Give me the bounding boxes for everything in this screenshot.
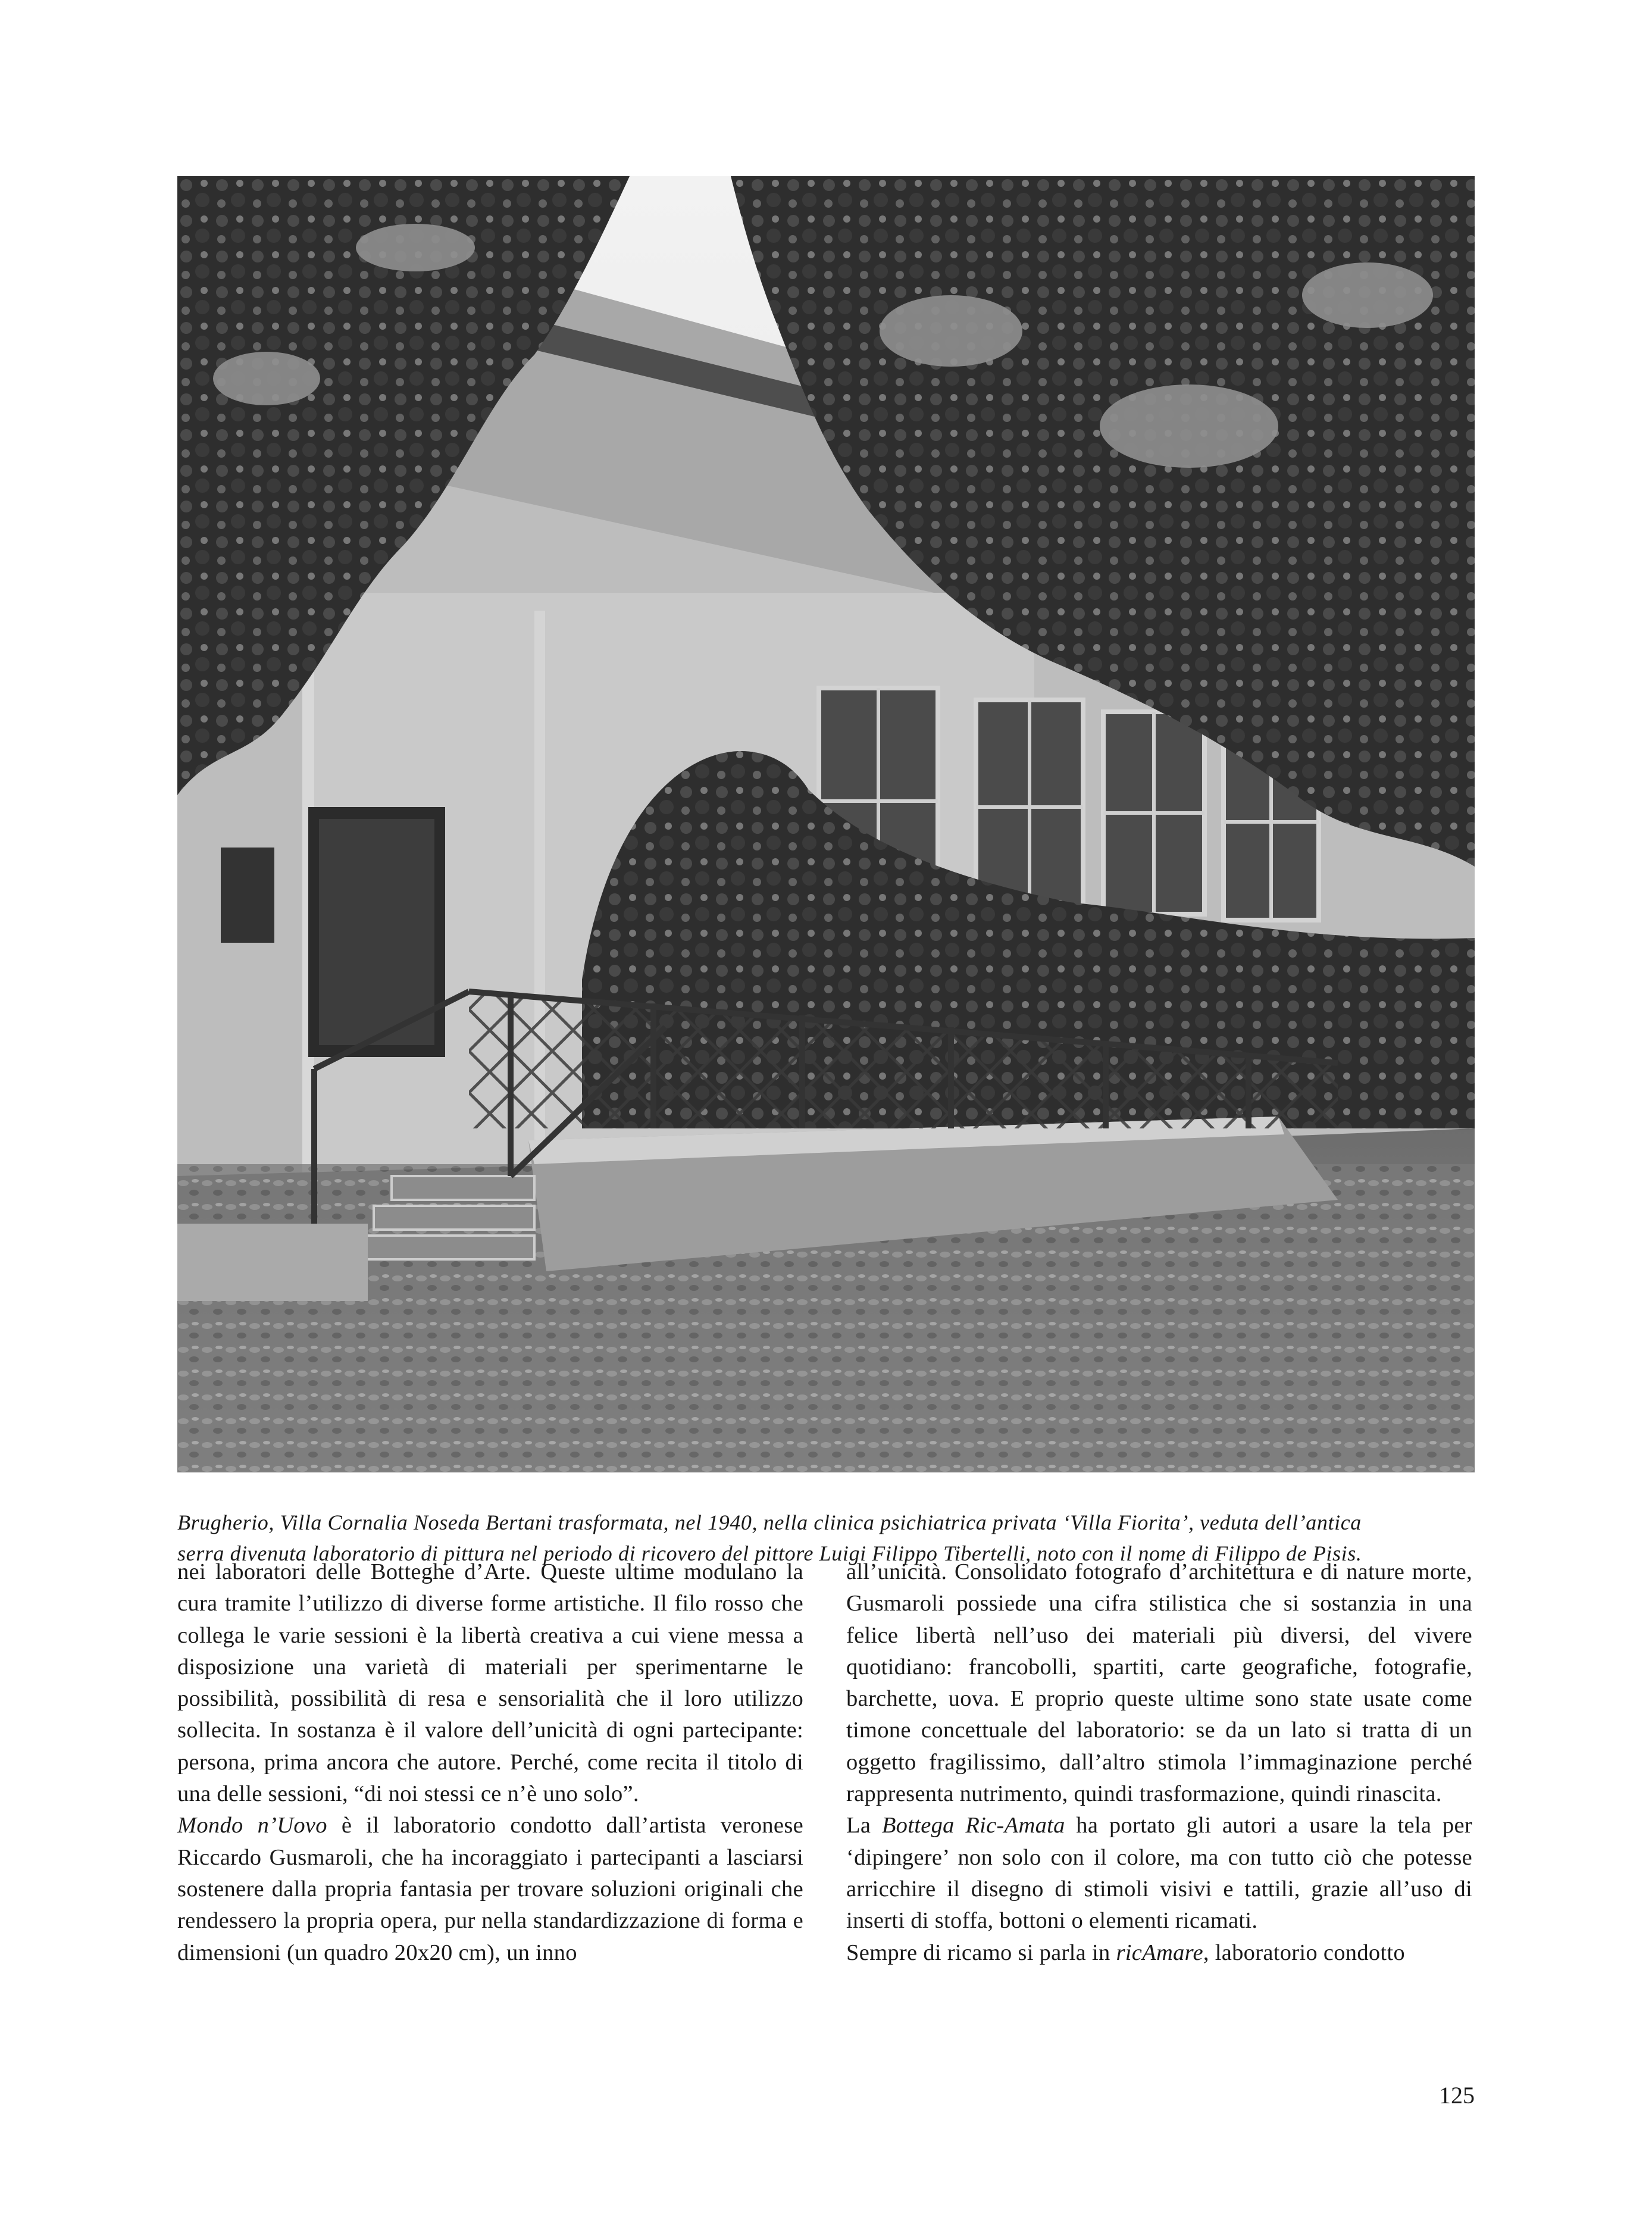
- right-paragraph-3-prefix: Sempre di ricamo si parla in: [846, 1940, 1116, 1965]
- left-paragraph-2: [177, 1810, 803, 1968]
- caption-line-2: serra divenuta laboratorio di pittura nel periodo di ricovero del pittore Luigi Filippo Tibertelli, noto con il nome di Filippo de Pisis.: [177, 1541, 1362, 1565]
- right-paragraph-1: all’unicità. Consolidato fotografo d’architettura e di nature morte, Gusmaroli possiede una cifra stilistica che si sostanzia in una felice libertà nell’uso dei materiali più diversi, del vivere quotidiano: francobolli, spartiti, carte geografiche, fotografie, barchette, uova. E proprio queste ultime sono state usate come timone concettuale del laboratorio: se da un lato si tratta di un oggetto fragilissimo, dall’altro stimola l’immaginazione perché rappresenta nutrimento, quindi trasformazione, quindi rinascita.: [846, 1559, 1472, 1807]
- right-text-column: [846, 1556, 1472, 1969]
- photo-illustration: [177, 176, 1475, 1472]
- right-paragraph-3-text: , laboratorio condotto: [1203, 1940, 1405, 1965]
- left-paragraph-1: nei laboratori delle Botteghe d’Arte. Queste ultime modulano la cura tramite l’utilizzo di diverse forme artistiche. Il filo rosso che collega le varie sessioni è la libertà creativa a cui viene messa a disposizione una varietà di materiali per sperimentarne le possibilità, possibilità di resa e sensorialità che il loro utilizzo sollecita. In sostanza è il valore dell’unicità di ogni partecipante: persona, prima ancora che autore. Perché, come recita il titolo di una delle sessioni, “di noi stessi ce n’è uno solo”.: [177, 1559, 803, 1807]
- right-paragraph-2-prefix: La: [846, 1813, 882, 1838]
- page-number: 125: [1439, 2082, 1475, 2109]
- left-paragraph-2-text: è il laboratorio condotto dall’artista veronese Riccardo Gusmaroli, che ha incoraggiato i partecipanti a lasciarsi sostenere dalla propria fantasia per trovare soluzioni originali che rendessero la propria opera, pur nella standardizzazione di forma e dimensioni (un quadro 20x20 cm), un inno: [177, 1813, 803, 1965]
- right-paragraph-2: [846, 1810, 1472, 1937]
- workshop-title-ricamare: ricAmare: [1116, 1940, 1203, 1965]
- building-photo: [177, 176, 1475, 1472]
- workshop-title-mondo-nuovo: Mondo n’Uovo: [177, 1813, 327, 1838]
- caption-line-1: Brugherio, Villa Cornalia Noseda Bertani trasformata, nel 1940, nella clinica psichiatrica privata ‘Villa Fiorita’, veduta dell’antica: [177, 1511, 1362, 1534]
- right-paragraph-3: [846, 1937, 1472, 1969]
- right-paragraph-2-text: ha portato gli autori a usare la tela per ‘dipingere’ non solo con il colore, ma con tutto ciò che potesse arricchire il disegno di stimoli visivi e tattili, grazie all’uso di inserti di stoffa, bottoni o elementi ricamati.: [846, 1813, 1472, 1934]
- left-text-column: [177, 1556, 803, 1969]
- workshop-title-bottega: Bottega Ric-Amata: [881, 1813, 1065, 1838]
